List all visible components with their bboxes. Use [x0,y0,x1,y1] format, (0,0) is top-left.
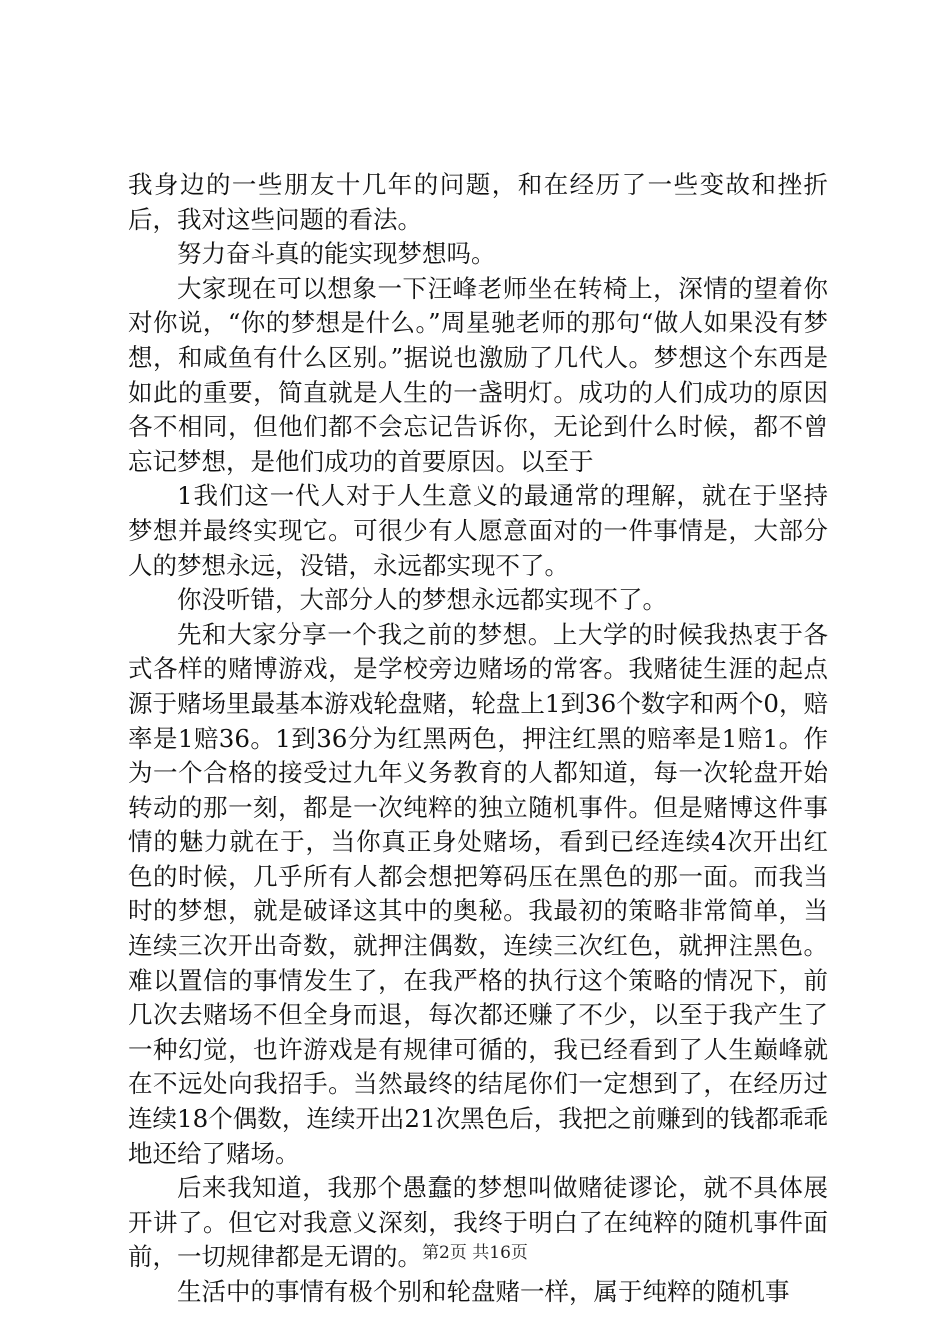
paragraph: 我身边的一些朋友十几年的问题，和在经历了一些变故和挫折后，我对这些问题的看法。 [128,170,828,234]
paragraph: 生活中的事情有极个别和轮盘赌一样，属于纯粹的随机事 [177,1277,790,1306]
paragraph: 努力奋斗真的能实现梦想吗。 [177,239,496,269]
paragraph: 1我们这一代人对于人生意义的最通常的理解，就在于坚持梦想并最终实现它。可很少有人愿意面对的一件事情是，大部分人的梦想永远，没错，永远都实现不了。 [128,481,828,580]
paragraph: 你没听错，大部分人的梦想永远都实现不了。 [177,585,667,615]
document-body [128,168,828,1310]
paragraph: 后来我知道，我那个愚蠢的梦想叫做赌徒谬论，就不具体展开讲了。但它对我意义深刻，我终于明白了在纯粹的随机事件面前，一切规律都是无谓的。 [128,1173,828,1272]
paragraph: 先和大家分享一个我之前的梦想。上大学的时候我热衷于各式各样的赌博游戏，是学校旁边赌场的常客。我赌徒生涯的起点源于赌场里最基本游戏轮盘赌，轮盘上1到36个数字和两个0，赔率是1赔36。1到36分为红黑两色，押注红黑的赔率是1赔1。作为一个合格的接受过九年义务教育的人都知道，每一次轮盘开始转动的那一刻，都是一次纯粹的独立随机事件。但是赌博这件事情的魅力就在于，当你真正身处赌场，看到已经连续4次开出红色的时候，几乎所有人都会想把筹码压在黑色的那一面。而我当时的梦想，就是破译这其中的奥秘。我最初的策略非常简单，当连续三次开出奇数，就押注偶数，连续三次红色，就押注黑色。难以置信的事情发生了，在我严格的执行这个策略的情况下，前几次去赌场不但全身而退，每次都还赚了不少，以至于我产生了一种幻觉，也许游戏是有规律可循的，我已经看到了人生巅峰就在不远处向我招手。当然最终的结尾你们一定想到了，在经历过连续18个偶数，连续开出21次黑色后，我把之前赚到的钱都乖乖地还给了赌场。 [128,619,828,1168]
page-number-footer: 第2页 共16页 [422,1243,528,1263]
paragraph: 大家现在可以想象一下汪峰老师坐在转椅上，深情的望着你对你说，“你的梦想是什么。”周星驰老师的那句“做人如果没有梦想，和咸鱼有什么区别。”据说也激励了几代人。梦想这个东西是如此的重要，简直就是人生的一盏明灯。成功的人们成功的原因各不相同，但他们都不会忘记告诉你，无论到什么时候，都不曾忘记梦想，是他们成功的首要原因。以至于 [128,273,828,476]
